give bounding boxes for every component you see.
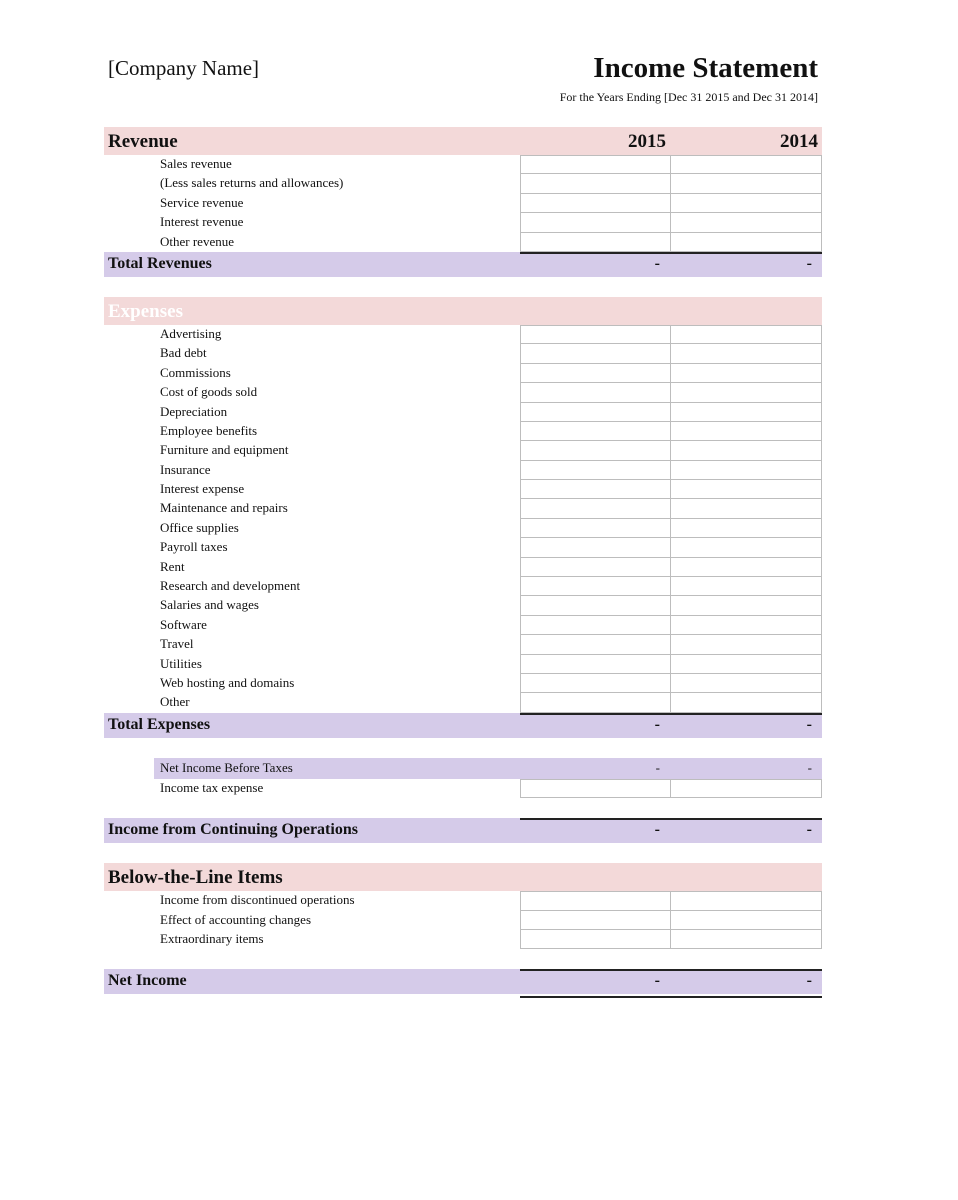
net-income-row bbox=[104, 969, 822, 994]
page-title: Income Statement bbox=[593, 52, 818, 84]
total-revenues-row bbox=[104, 252, 822, 277]
revenue-item-label: Service revenue bbox=[160, 194, 244, 210]
expense-row bbox=[104, 519, 822, 538]
value-cell-2015[interactable] bbox=[520, 577, 671, 596]
expense-item-label: Payroll taxes bbox=[160, 539, 228, 555]
total-expenses-label: Total Expenses bbox=[108, 715, 211, 733]
continuing-operations-label: Income from Continuing Operations bbox=[108, 821, 358, 839]
value-cell-2014[interactable] bbox=[670, 403, 822, 422]
net-income-before-taxes-row bbox=[154, 758, 822, 779]
value-cell-2015[interactable] bbox=[520, 194, 671, 213]
below-line-item-label: Income from discontinued operations bbox=[160, 892, 355, 908]
value-cell-2014[interactable] bbox=[670, 891, 822, 910]
expense-row bbox=[104, 538, 822, 557]
expense-row bbox=[104, 655, 822, 674]
expense-row bbox=[104, 422, 822, 441]
total-expenses-2014: - bbox=[806, 715, 812, 733]
value-cell-2014[interactable] bbox=[670, 364, 822, 383]
value-cell-2015[interactable] bbox=[520, 558, 671, 577]
net-income-before-taxes-label: Net Income Before Taxes bbox=[160, 759, 293, 775]
below-line-row bbox=[104, 930, 822, 949]
expense-item-label: Rent bbox=[160, 558, 185, 574]
value-cell-2014[interactable] bbox=[670, 325, 822, 344]
below-line-header bbox=[104, 863, 822, 891]
value-cell-2014[interactable] bbox=[670, 596, 822, 615]
year-2014-header: 2014 bbox=[780, 131, 818, 152]
income-tax-row bbox=[104, 779, 822, 798]
income-tax-label: Income tax expense bbox=[160, 779, 264, 795]
expense-row bbox=[104, 596, 822, 615]
value-cell-2015[interactable] bbox=[520, 616, 671, 635]
below-line-item-label: Effect of accounting changes bbox=[160, 911, 311, 927]
value-cell-2014[interactable] bbox=[670, 930, 822, 949]
value-cell-2015[interactable] bbox=[520, 779, 671, 798]
value-cell-2015[interactable] bbox=[520, 233, 671, 252]
total-revenues-2014: - bbox=[806, 254, 812, 272]
expense-item-label: Furniture and equipment bbox=[160, 442, 289, 458]
value-cell-2014[interactable] bbox=[670, 616, 822, 635]
net-income-2015: - bbox=[654, 972, 660, 990]
net-income-label: Net Income bbox=[108, 972, 187, 990]
revenue-item-label: Interest revenue bbox=[160, 214, 244, 230]
expenses-header bbox=[104, 297, 822, 325]
value-cell-2014[interactable] bbox=[670, 233, 822, 252]
expense-item-label: Office supplies bbox=[160, 519, 239, 535]
value-cell-2014[interactable] bbox=[670, 655, 822, 674]
revenue-row bbox=[104, 155, 822, 174]
expense-row bbox=[104, 635, 822, 654]
value-cell-2015[interactable] bbox=[520, 930, 671, 949]
value-cell-2015[interactable] bbox=[520, 403, 671, 422]
below-line-item-label: Extraordinary items bbox=[160, 930, 264, 946]
value-cell-2014[interactable] bbox=[670, 558, 822, 577]
value-cell-2014[interactable] bbox=[670, 538, 822, 557]
value-cell-2015[interactable] bbox=[520, 461, 671, 480]
value-cell-2015[interactable] bbox=[520, 155, 671, 174]
expense-item-label: Bad debt bbox=[160, 345, 207, 361]
revenue-row bbox=[104, 213, 822, 232]
total-revenues-label: Total Revenues bbox=[108, 254, 212, 272]
value-cell-2014[interactable] bbox=[670, 461, 822, 480]
value-cell-2014[interactable] bbox=[670, 194, 822, 213]
value-cell-2014[interactable] bbox=[670, 422, 822, 441]
value-cell-2015[interactable] bbox=[520, 674, 671, 693]
below-line-row bbox=[104, 891, 822, 910]
value-cell-2014[interactable] bbox=[670, 911, 822, 930]
continuing-operations-2014: - bbox=[806, 821, 812, 839]
expense-row bbox=[104, 344, 822, 363]
year-2015-header: 2015 bbox=[628, 131, 666, 152]
expense-row bbox=[104, 577, 822, 596]
expense-row bbox=[104, 441, 822, 460]
value-cell-2015[interactable] bbox=[520, 538, 671, 557]
value-cell-2015[interactable] bbox=[520, 364, 671, 383]
value-cell-2015[interactable] bbox=[520, 383, 671, 402]
value-cell-2015[interactable] bbox=[520, 480, 671, 499]
expense-item-label: Utilities bbox=[160, 655, 202, 671]
value-cell-2014[interactable] bbox=[670, 577, 822, 596]
value-cell-2014[interactable] bbox=[670, 213, 822, 232]
net-income-before-taxes-2014: - bbox=[807, 759, 812, 775]
expense-row bbox=[104, 461, 822, 480]
expense-row bbox=[104, 480, 822, 499]
expense-row bbox=[104, 325, 822, 344]
value-cell-2015[interactable] bbox=[520, 911, 671, 930]
expense-item-label: Other bbox=[160, 694, 190, 710]
expense-item-label: Salaries and wages bbox=[160, 597, 259, 613]
expense-item-label: Web hosting and domains bbox=[160, 674, 295, 690]
value-cell-2015[interactable] bbox=[520, 325, 671, 344]
revenue-row bbox=[104, 174, 822, 193]
value-cell-2015[interactable] bbox=[520, 655, 671, 674]
value-cell-2014[interactable] bbox=[670, 441, 822, 460]
revenue-item-label: Other revenue bbox=[160, 233, 234, 249]
value-cell-2015[interactable] bbox=[520, 635, 671, 654]
value-cell-2015[interactable] bbox=[520, 596, 671, 615]
value-cell-2015[interactable] bbox=[520, 422, 671, 441]
expense-item-label: Insurance bbox=[160, 461, 211, 477]
income-statement-sheet bbox=[104, 127, 822, 994]
value-cell-2015[interactable] bbox=[520, 174, 671, 193]
expense-row bbox=[104, 383, 822, 402]
net-income-2014: - bbox=[806, 972, 812, 990]
value-cell-2014[interactable] bbox=[670, 779, 822, 798]
value-cell-2015[interactable] bbox=[520, 344, 671, 363]
page-subtitle: For the Years Ending [Dec 31 2015 and Dec 31 2014] bbox=[559, 90, 818, 104]
expense-row bbox=[104, 499, 822, 518]
value-cell-2014[interactable] bbox=[670, 499, 822, 518]
below-line-title: Below-the-Line Items bbox=[108, 867, 283, 889]
expense-item-label: Interest expense bbox=[160, 481, 245, 497]
expense-item-label: Advertising bbox=[160, 325, 222, 341]
value-cell-2015[interactable] bbox=[520, 519, 671, 538]
expense-item-label: Research and development bbox=[160, 578, 301, 594]
total-revenues-2015: - bbox=[654, 254, 660, 272]
value-cell-2014[interactable] bbox=[670, 344, 822, 363]
total-expenses-row bbox=[104, 713, 822, 738]
value-cell-2014[interactable] bbox=[670, 519, 822, 538]
revenue-header bbox=[104, 127, 822, 155]
value-cell-2015[interactable] bbox=[520, 693, 671, 712]
value-cell-2015[interactable] bbox=[520, 213, 671, 232]
value-cell-2014[interactable] bbox=[670, 155, 822, 174]
expense-row bbox=[104, 693, 822, 712]
expense-row bbox=[104, 364, 822, 383]
net-income-before-taxes-2015: - bbox=[655, 759, 660, 775]
expense-row bbox=[104, 558, 822, 577]
expense-item-label: Commissions bbox=[160, 364, 231, 380]
continuing-operations-row bbox=[104, 818, 822, 843]
expenses-title: Expenses bbox=[108, 300, 183, 322]
expense-item-label: Cost of goods sold bbox=[160, 384, 258, 400]
expense-item-label: Depreciation bbox=[160, 403, 228, 419]
company-name: [Company Name] bbox=[108, 56, 260, 80]
value-cell-2014[interactable] bbox=[670, 174, 822, 193]
expense-item-label: Employee benefits bbox=[160, 422, 258, 438]
revenue-title: Revenue bbox=[108, 131, 178, 152]
value-cell-2014[interactable] bbox=[670, 635, 822, 654]
revenue-row bbox=[104, 194, 822, 213]
value-cell-2015[interactable] bbox=[520, 441, 671, 460]
revenue-item-label: Sales revenue bbox=[160, 156, 232, 171]
value-cell-2014[interactable] bbox=[670, 674, 822, 693]
total-expenses-2015: - bbox=[654, 715, 660, 733]
expense-item-label: Maintenance and repairs bbox=[160, 500, 288, 516]
revenue-row bbox=[104, 233, 822, 252]
value-cell-2015[interactable] bbox=[520, 891, 671, 910]
expense-item-label: Travel bbox=[160, 636, 194, 652]
value-cell-2014[interactable] bbox=[670, 693, 822, 712]
expense-item-label: Software bbox=[160, 616, 207, 632]
expense-row bbox=[104, 616, 822, 635]
value-cell-2014[interactable] bbox=[670, 480, 822, 499]
revenue-item-label: (Less sales returns and allowances) bbox=[160, 175, 344, 191]
continuing-operations-2015: - bbox=[654, 821, 660, 839]
value-cell-2014[interactable] bbox=[670, 383, 822, 402]
below-line-row bbox=[104, 911, 822, 930]
value-cell-2015[interactable] bbox=[520, 499, 671, 518]
expense-row bbox=[104, 674, 822, 693]
expense-row bbox=[104, 403, 822, 422]
